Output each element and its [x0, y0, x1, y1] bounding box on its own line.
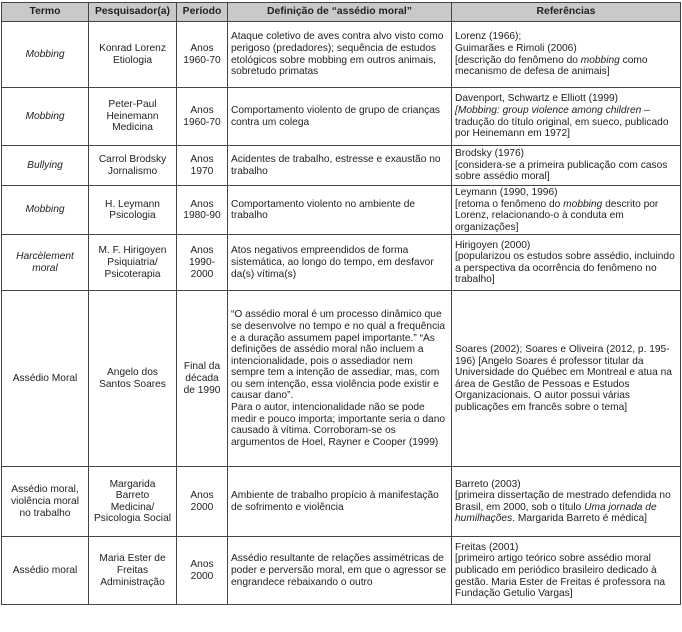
- table-row: [2, 88, 681, 146]
- cell-periodo: [177, 467, 228, 537]
- definicao-note: Para o autor, intencionalidade não se pode medir e pouco importa; importante seria o dano causado à vítima. Corroboram-se os argumentos de Hoel, Rayner e Cooper (1999): [231, 402, 446, 448]
- pesquisador-line: Peter-Paul: [108, 99, 157, 111]
- ref-emphasis: Uma jornada de humilhações: [455, 501, 657, 525]
- ref-text: descrito por Lorenz, relacionando-o à conduta em organizações]: [455, 198, 659, 233]
- header-row: [2, 3, 681, 22]
- pesquisador-line: Barreto: [115, 490, 150, 502]
- periodo-line: 2000: [190, 570, 214, 582]
- pesquisador-line: M. F. Hirigoyen: [98, 245, 167, 257]
- cell-termo: Mobbing: [2, 22, 89, 88]
- cell-referencias: [452, 88, 681, 146]
- ref-text: [primeira dissertação de mestrado defendida no Brasil, em 2000, sob o título: [455, 490, 671, 513]
- cell-referencias: [452, 235, 681, 291]
- cell-pesquisador: [89, 22, 177, 88]
- periodo-line: 2000: [190, 268, 214, 280]
- table-row: [2, 467, 681, 537]
- cell-pesquisador: [89, 186, 177, 235]
- pesquisador-line: Jornalismo: [107, 165, 158, 177]
- ref-text: [descrição do fenômeno do: [455, 54, 581, 66]
- cell-definicao: Ataque coletivo de aves contra alvo visto como perigoso (predadores); sequência de estudos etológicos sobre mobbing em outros animais, sobretudo primatas: [228, 22, 452, 88]
- cell-definicao: Ambiente de trabalho propício à manifestação de sofrimento e violência: [228, 467, 452, 537]
- periodo-line: Anos: [190, 153, 214, 165]
- cell-periodo: [177, 537, 228, 605]
- table-row: [2, 291, 681, 467]
- pesquisador-line: Psicoterapia: [104, 268, 161, 280]
- periodo-line: Anos: [190, 42, 214, 54]
- pesquisador-line: Psiquiatria/: [107, 257, 158, 269]
- cell-termo: Mobbing: [2, 186, 89, 235]
- header-definicao: Definição de “assédio moral”: [228, 3, 452, 22]
- ref-line: Leymann (1990, 1996): [455, 187, 558, 198]
- header-pesquisador: Pesquisador(a): [89, 3, 177, 22]
- cell-pesquisador: [89, 88, 177, 146]
- ref-text: [retoma o fenômeno do: [455, 198, 564, 210]
- periodo-line: 1960-70: [183, 54, 221, 66]
- ref-emphasis: [Mobbing: group violence among children: [455, 104, 642, 116]
- pesquisador-line: Santos Soares: [99, 378, 166, 390]
- cell-definicao: Comportamento violento no ambiente de trabalho: [228, 186, 452, 235]
- ref-line: Hirigoyen (2000): [455, 239, 531, 251]
- cell-definicao: Atos negativos empreendidos de forma sistemática, ao longo do tempo, em desfavor da(s) vítima(s): [228, 235, 452, 291]
- cell-referencias: [452, 467, 681, 537]
- periodo-line: Anos: [190, 245, 214, 257]
- cell-pesquisador: [89, 146, 177, 186]
- periodo-line: Anos: [190, 559, 214, 571]
- ref-text: [popularizou os estudos sobre assédio, incluindo a perspectiva da ocorrência do fenômeno no trabalho]: [455, 251, 675, 286]
- ref-line: Brodsky (1976): [455, 148, 525, 160]
- ref-line: Guimarães e Rimoli (2006): [455, 42, 577, 54]
- table-row: [2, 186, 681, 235]
- cell-termo: Mobbing: [2, 88, 89, 146]
- periodo-line: Anos: [190, 490, 214, 502]
- table-row: [2, 537, 681, 605]
- cell-termo: Harcèlement moral: [2, 235, 89, 291]
- pesquisador-line: Etiologia: [112, 54, 153, 66]
- ref-emphasis: mobbing: [563, 198, 603, 210]
- ref-line: Freitas (2001): [455, 541, 519, 553]
- periodo-line: Final da: [183, 361, 221, 373]
- periodo-line: Anos: [190, 198, 214, 210]
- pesquisador-line: Carrol Brodsky: [98, 153, 167, 165]
- header-referencias: Referências: [452, 3, 681, 22]
- cell-termo: Assédio moral, violência moral no trabalho: [2, 467, 89, 537]
- cell-periodo: [177, 186, 228, 235]
- cell-periodo: [177, 146, 228, 186]
- table-row: [2, 146, 681, 186]
- cell-periodo: [177, 235, 228, 291]
- periodo-line: 1970: [190, 165, 214, 177]
- ref-text: – tradução do título original, em sueco, publicado por Heinemann em 1972]: [455, 104, 669, 140]
- periodo-line: década: [185, 373, 219, 385]
- ref-line: Lorenz (1966);: [455, 31, 522, 43]
- pesquisador-line: Heinemann: [106, 110, 159, 122]
- cell-pesquisador: [89, 467, 177, 537]
- cell-pesquisador: [89, 235, 177, 291]
- periodo-line: 2000: [190, 501, 214, 513]
- periodo-line: 1960-70: [183, 116, 221, 128]
- pesquisador-line: Konrad Lorenz: [99, 42, 166, 54]
- cell-referencias: [452, 146, 681, 186]
- ref-text: . Margarida Barreto é médica]: [512, 513, 647, 525]
- cell-definicao: Assédio resultante de relações assimétricas de poder e perversão moral, em que o agressor se engrandece rebaixando o outro: [228, 537, 452, 605]
- ref-text: [primeiro artigo teórico sobre assédio moral publicado em periódico brasileiro dedicado à gestão. Maria Ester de Freitas é professora na Fundação Getulio Vargas]: [455, 553, 666, 600]
- pesquisador-line: Psicologia Social: [93, 513, 171, 525]
- cell-pesquisador: [89, 537, 177, 605]
- ref-line: Barreto (2003): [455, 478, 521, 490]
- cell-periodo: [177, 22, 228, 88]
- cell-referencias: [452, 186, 681, 235]
- pesquisador-line: Psicologia: [109, 210, 156, 222]
- ref-emphasis: mobbing: [580, 54, 620, 66]
- table-row: [2, 22, 681, 88]
- cell-referencias: Soares (2002); Soares e Oliveira (2012, p. 195-196) [Angelo Soares é professor titular da Universidade do Québec em Montreal e atua na área de Gestão de Pessoas e Estudos Organizacionais. O autor possui várias publicações em francês sobre o tema]: [452, 291, 681, 467]
- cell-definicao: Comportamento violento de grupo de crianças contra um colega: [228, 88, 452, 146]
- periodo-line: de 1990: [183, 384, 221, 396]
- cell-termo: Assédio moral: [2, 537, 89, 605]
- pesquisador-line: Freitas: [116, 565, 149, 577]
- cell-periodo: [177, 88, 228, 146]
- ref-text: [considera-se a primeira publicação com casos sobre assédio moral]: [455, 159, 668, 183]
- cell-pesquisador: [89, 291, 177, 467]
- cell-definicao: Acidentes de trabalho, estresse e exaustão no trabalho: [228, 146, 452, 186]
- pesquisador-line: Margarida: [109, 478, 156, 490]
- cell-definicao: [228, 291, 452, 467]
- ref-text: como mecanismo de defesa de animais]: [455, 54, 648, 78]
- pesquisador-line: Administração: [100, 576, 165, 588]
- table-row: [2, 235, 681, 291]
- pesquisador-line: Medicina: [112, 122, 153, 134]
- cell-termo: Bullying: [2, 146, 89, 186]
- pesquisador-line: Medicina/: [110, 501, 155, 513]
- references-table: [1, 2, 681, 605]
- pesquisador-line: Angelo dos: [107, 367, 158, 379]
- header-termo: Termo: [2, 3, 89, 22]
- ref-line: Davenport, Schwartz e Elliott (1999): [455, 93, 619, 105]
- cell-termo: Assédio Moral: [2, 291, 89, 467]
- cell-periodo: [177, 291, 228, 467]
- pesquisador-line: Maria Ester de: [99, 553, 166, 565]
- cell-referencias: [452, 22, 681, 88]
- periodo-line: Anos: [190, 104, 214, 116]
- cell-referencias: [452, 537, 681, 605]
- header-periodo: Período: [177, 3, 228, 22]
- periodo-line: 1990-: [188, 257, 216, 269]
- pesquisador-line: H. Leymann: [105, 198, 160, 210]
- definicao-quote: “O assédio moral é um processo dinâmico que se desenvolve no tempo e no qual a frequência e a duração assumem papel importante.” “As definições de assédio moral não incluem a intencionalidade, pois o assediador nem sempre tem a intenção de assediar, mas, com ou sem intenção, essa violência pode existir e causar dano”.: [231, 309, 446, 402]
- periodo-line: 1980-90: [183, 210, 221, 222]
